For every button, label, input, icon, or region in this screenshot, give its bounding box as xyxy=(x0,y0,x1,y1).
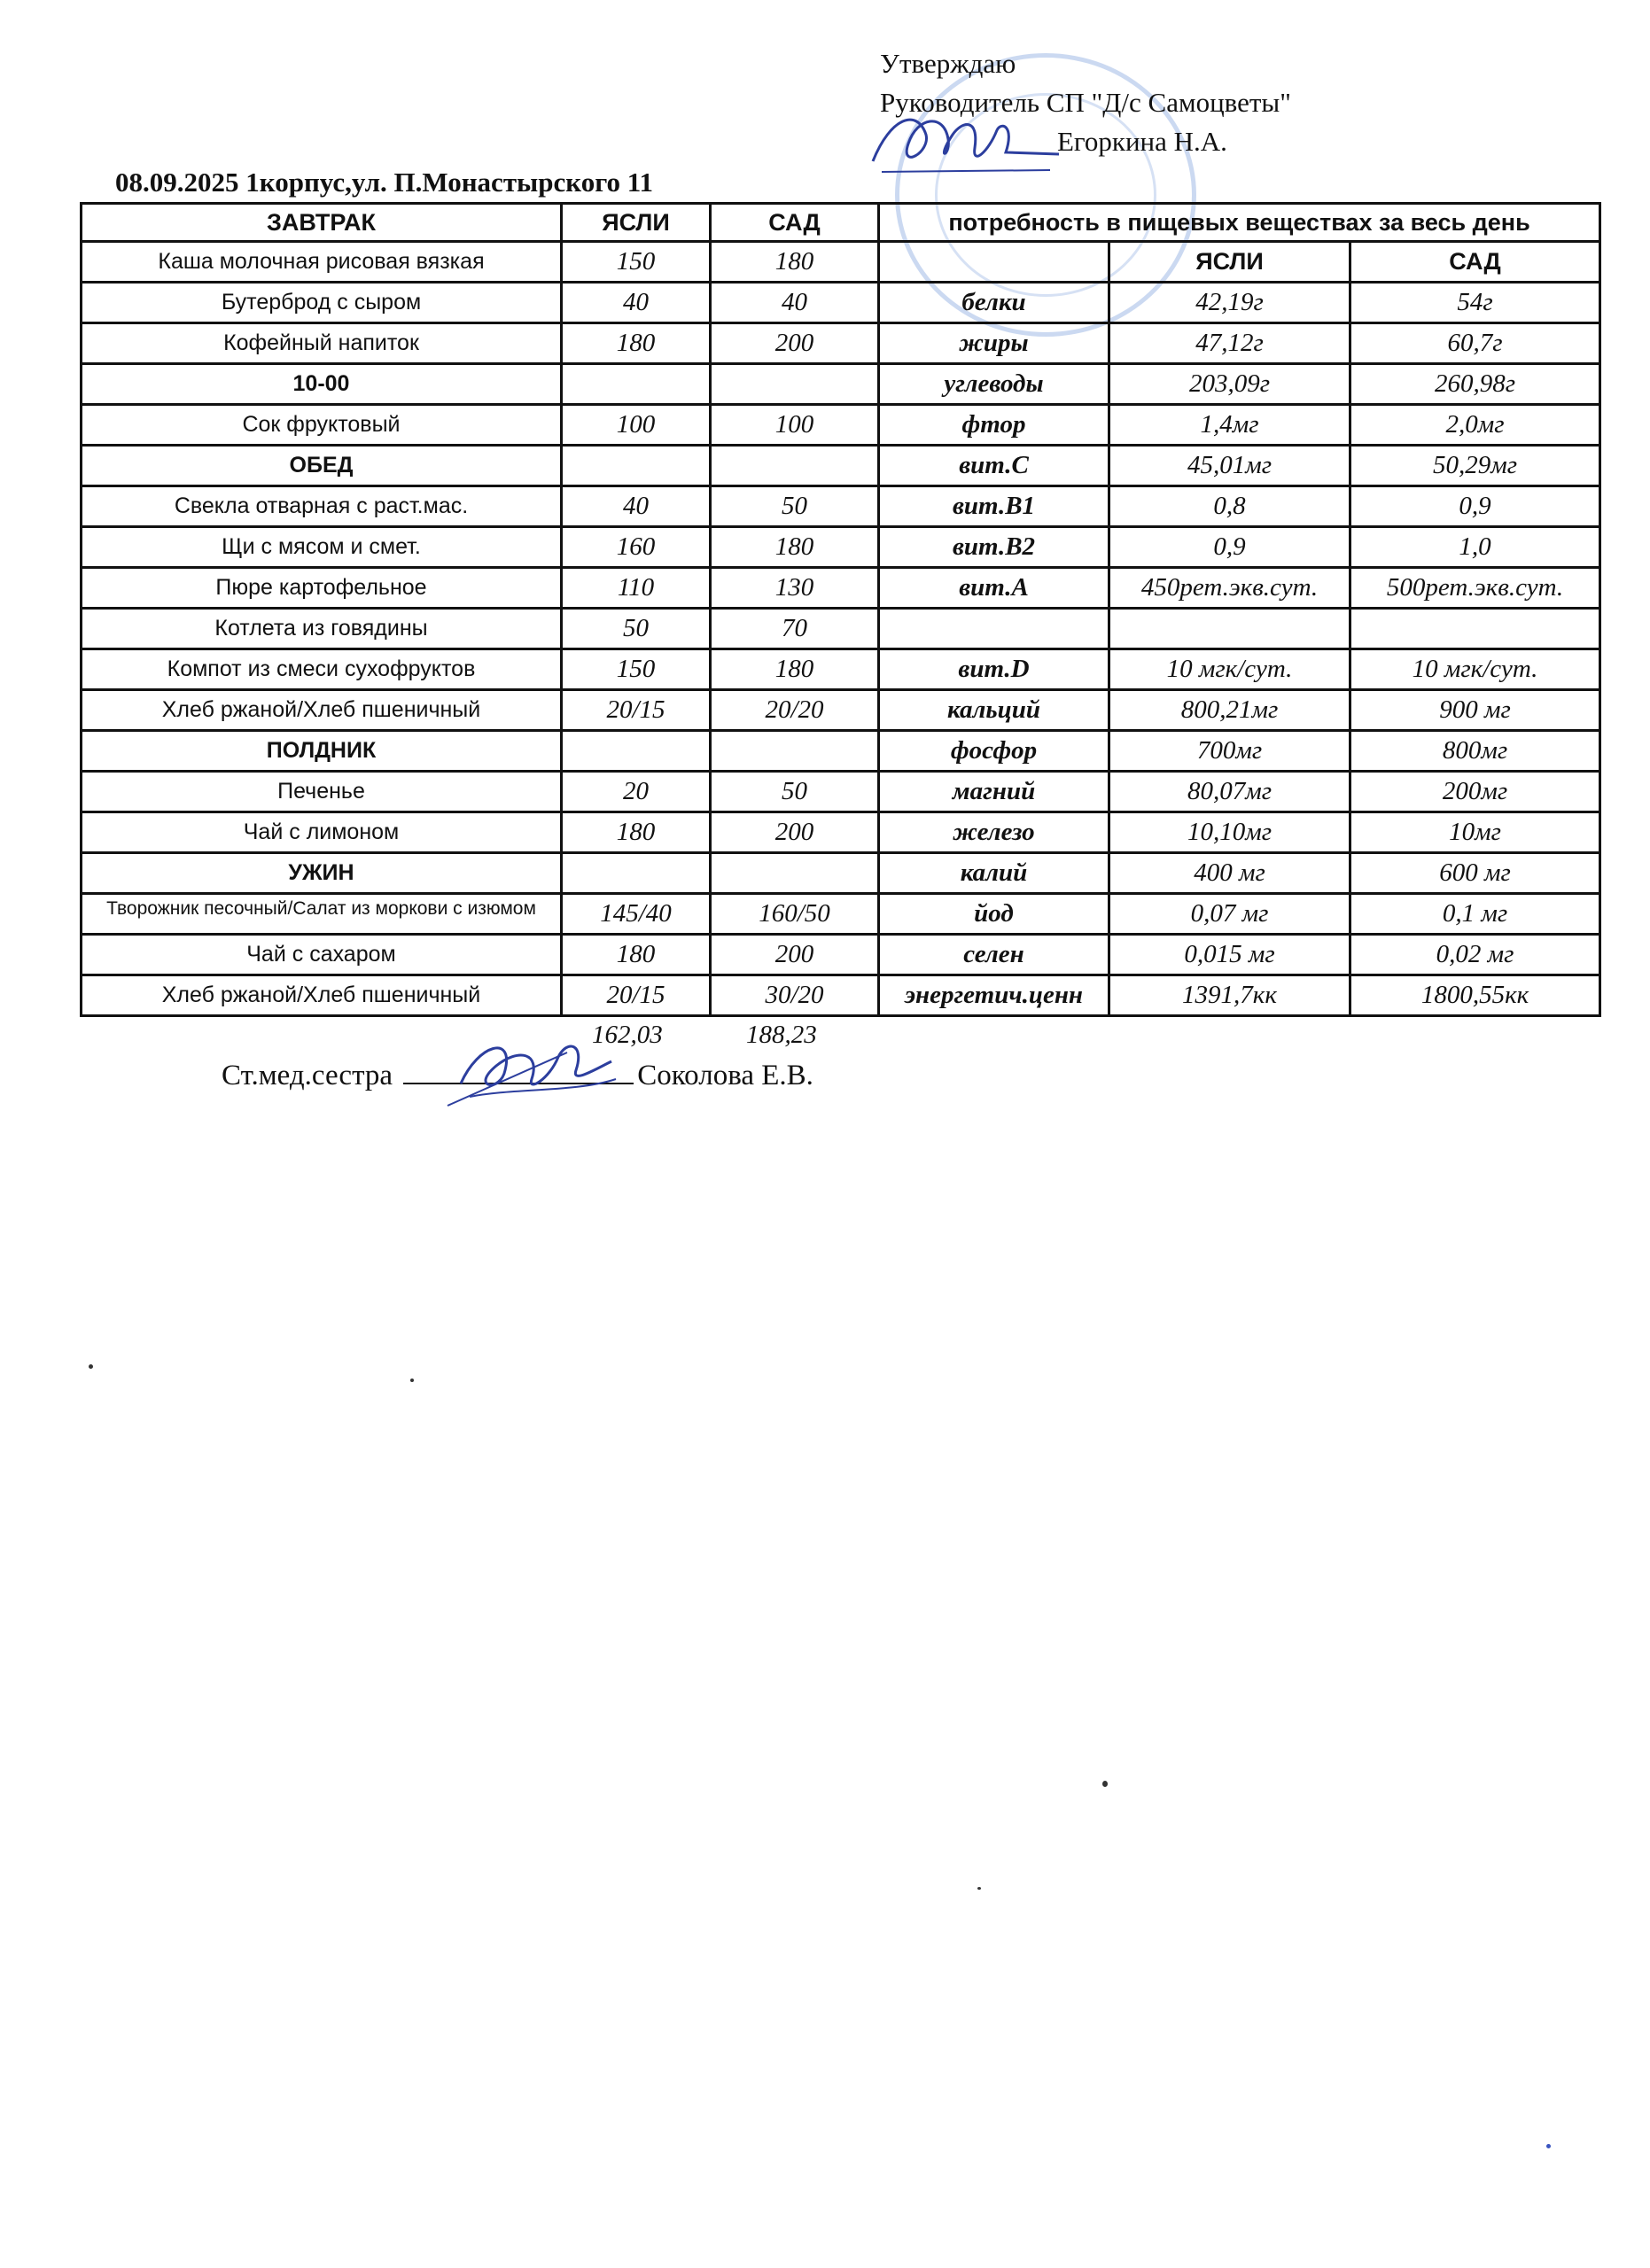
sad-portion-cell: 100 xyxy=(711,405,879,446)
nutrient-yasli-cell: 80,07мг xyxy=(1109,772,1350,812)
nutrient-cell: калий xyxy=(879,852,1109,893)
dish-cell: Хлеб ржаной/Хлеб пшеничный xyxy=(82,975,562,1015)
table-header-row xyxy=(82,204,1600,242)
yasli-portion-cell: 40 xyxy=(562,486,711,527)
sad-portion-cell xyxy=(711,446,879,486)
nurse-label: Ст.мед.сестра xyxy=(222,1060,393,1091)
dish-cell: Чай с сахаром xyxy=(82,934,562,975)
nutrient-sad-cell: 2,0мг xyxy=(1350,405,1600,446)
table-row xyxy=(82,772,1600,812)
sad-portion-cell xyxy=(711,364,879,405)
nutrient-sad-cell: 800мг xyxy=(1350,731,1600,772)
header-yasli: ЯСЛИ xyxy=(562,204,711,242)
scan-speck xyxy=(89,1364,93,1369)
nutrient-sad-cell: 50,29мг xyxy=(1350,446,1600,486)
nurse-signature xyxy=(443,1017,620,1115)
nutrient-yasli-cell: 1,4мг xyxy=(1109,405,1350,446)
nutrient-sad-cell: 260,98г xyxy=(1350,364,1600,405)
table-row xyxy=(82,649,1600,690)
nutrient-sad-cell: 200мг xyxy=(1350,772,1600,812)
scan-speck xyxy=(410,1379,414,1382)
nutrient-yasli-cell xyxy=(1109,609,1350,649)
header-meal: ЗАВТРАК xyxy=(82,204,562,242)
nutrient-yasli-cell: 47,12г xyxy=(1109,323,1350,364)
table-row xyxy=(82,527,1600,568)
dish-cell: Каша молочная рисовая вязкая xyxy=(82,242,562,283)
sad-portion-cell: 200 xyxy=(711,934,879,975)
sad-portion-cell: 200 xyxy=(711,812,879,852)
dish-cell: Сок фруктовый xyxy=(82,405,562,446)
dish-cell: Печенье xyxy=(82,772,562,812)
nutrient-cell: кальций xyxy=(879,690,1109,731)
nutrient-cell: энергетич.ценн xyxy=(879,975,1109,1015)
total-yasli: 162,03 xyxy=(592,1021,663,1049)
scan-speck xyxy=(977,1887,981,1890)
nutrient-cell: вит.D xyxy=(879,649,1109,690)
nutrient-yasli-cell: 42,19г xyxy=(1109,283,1350,323)
nutrient-sad-cell: 0,1 мг xyxy=(1350,893,1600,934)
nutrient-cell: селен xyxy=(879,934,1109,975)
scan-speck xyxy=(1102,1781,1108,1787)
nutrient-yasli-cell: 0,8 xyxy=(1109,486,1350,527)
nutrient-cell: жиры xyxy=(879,323,1109,364)
yasli-portion-cell: 180 xyxy=(562,812,711,852)
yasli-portion-cell: 20 xyxy=(562,772,711,812)
table-row xyxy=(82,405,1600,446)
nutrient-yasli-cell: 0,07 мг xyxy=(1109,893,1350,934)
nutrient-cell: вит.А xyxy=(879,568,1109,609)
nutrient-sad-cell: 600 мг xyxy=(1350,852,1600,893)
nutrient-yasli-cell: 450рет.экв.сут. xyxy=(1109,568,1350,609)
menu-table xyxy=(80,202,1601,1017)
dish-cell: Чай с лимоном xyxy=(82,812,562,852)
nutrient-yasli-cell: 45,01мг xyxy=(1109,446,1350,486)
table-row xyxy=(82,283,1600,323)
nutrient-yasli-cell: 400 мг xyxy=(1109,852,1350,893)
nutrient-yasli-cell: ЯСЛИ xyxy=(1109,242,1350,283)
sad-portion-cell: 130 xyxy=(711,568,879,609)
dish-cell: Кофейный напиток xyxy=(82,323,562,364)
sad-portion-cell: 30/20 xyxy=(711,975,879,1015)
yasli-portion-cell: 160 xyxy=(562,527,711,568)
dish-cell: УЖИН xyxy=(82,852,562,893)
nutrient-sad-cell: 500рет.экв.сут. xyxy=(1350,568,1600,609)
dish-cell: Бутерброд с сыром xyxy=(82,283,562,323)
nutrient-cell: магний xyxy=(879,772,1109,812)
sad-portion-cell: 180 xyxy=(711,527,879,568)
nutrient-yasli-cell: 800,21мг xyxy=(1109,690,1350,731)
nutrient-sad-cell: 900 мг xyxy=(1350,690,1600,731)
yasli-portion-cell: 20/15 xyxy=(562,690,711,731)
nutrient-cell: фтор xyxy=(879,405,1109,446)
total-sad: 188,23 xyxy=(746,1021,817,1049)
sad-portion-cell: 70 xyxy=(711,609,879,649)
nutrient-sad-cell xyxy=(1350,609,1600,649)
nutrient-sad-cell: САД xyxy=(1350,242,1600,283)
header-sad: САД xyxy=(711,204,879,242)
dish-cell: Щи с мясом и смет. xyxy=(82,527,562,568)
nutrient-cell: фосфор xyxy=(879,731,1109,772)
dish-cell: Свекла отварная с раст.мас. xyxy=(82,486,562,527)
yasli-portion-cell xyxy=(562,852,711,893)
nutrient-yasli-cell: 1391,7кк xyxy=(1109,975,1350,1015)
sad-portion-cell: 20/20 xyxy=(711,690,879,731)
nutrient-yasli-cell: 10 мгк/сут. xyxy=(1109,649,1350,690)
table-row xyxy=(82,486,1600,527)
nutrient-sad-cell: 1,0 xyxy=(1350,527,1600,568)
nutrient-cell: углеводы xyxy=(879,364,1109,405)
header-needs: потребность в пищевых веществах за весь день xyxy=(879,204,1600,242)
yasli-portion-cell: 180 xyxy=(562,323,711,364)
sad-portion-cell: 50 xyxy=(711,772,879,812)
nutrient-cell: йод xyxy=(879,893,1109,934)
nutrient-sad-cell: 0,02 мг xyxy=(1350,934,1600,975)
sad-portion-cell: 180 xyxy=(711,649,879,690)
page-title: 08.09.2025 1корпус,ул. П.Монастырского 11 xyxy=(115,167,654,198)
sad-portion-cell: 200 xyxy=(711,323,879,364)
scan-speck xyxy=(1546,2144,1551,2148)
nutrient-cell: белки xyxy=(879,283,1109,323)
yasli-portion-cell xyxy=(562,446,711,486)
nutrient-cell xyxy=(879,242,1109,283)
yasli-portion-cell: 150 xyxy=(562,649,711,690)
sad-portion-cell: 40 xyxy=(711,283,879,323)
nurse-name: Соколова Е.В. xyxy=(637,1060,813,1091)
dish-cell: ПОЛДНИК xyxy=(82,731,562,772)
table-row xyxy=(82,242,1600,283)
yasli-portion-cell xyxy=(562,731,711,772)
yasli-portion-cell: 145/40 xyxy=(562,893,711,934)
nutrient-cell xyxy=(879,609,1109,649)
approval-line-3: Егоркина Н.А. xyxy=(1057,126,1227,157)
sad-portion-cell: 180 xyxy=(711,242,879,283)
table-row xyxy=(82,975,1600,1015)
nutrient-yasli-cell: 700мг xyxy=(1109,731,1350,772)
table-row xyxy=(82,446,1600,486)
dish-cell: Компот из смеси сухофруктов xyxy=(82,649,562,690)
sad-portion-cell: 160/50 xyxy=(711,893,879,934)
dish-cell: Пюре картофельное xyxy=(82,568,562,609)
yasli-portion-cell: 150 xyxy=(562,242,711,283)
table-row xyxy=(82,690,1600,731)
nutrient-sad-cell: 54г xyxy=(1350,283,1600,323)
sad-portion-cell xyxy=(711,731,879,772)
table-row xyxy=(82,934,1600,975)
nutrient-sad-cell: 60,7г xyxy=(1350,323,1600,364)
approval-line-2: Руководитель СП "Д/с Самоцветы" xyxy=(880,87,1291,118)
table-row xyxy=(82,812,1600,852)
nutrient-sad-cell: 10мг xyxy=(1350,812,1600,852)
nutrient-sad-cell: 1800,55кк xyxy=(1350,975,1600,1015)
nutrient-yasli-cell: 0,9 xyxy=(1109,527,1350,568)
sad-portion-cell: 50 xyxy=(711,486,879,527)
nutrient-cell: вит.С xyxy=(879,446,1109,486)
table-row xyxy=(82,852,1600,893)
table-row xyxy=(82,893,1600,934)
nutrient-cell: железо xyxy=(879,812,1109,852)
sad-portion-cell xyxy=(711,852,879,893)
yasli-portion-cell: 50 xyxy=(562,609,711,649)
nutrient-cell: вит.В2 xyxy=(879,527,1109,568)
dish-cell: Творожник песочный/Салат из моркови с изюмом xyxy=(82,893,562,934)
dish-cell: ОБЕД xyxy=(82,446,562,486)
table-row xyxy=(82,323,1600,364)
director-signature xyxy=(864,99,1068,179)
table-row xyxy=(82,364,1600,405)
yasli-portion-cell: 20/15 xyxy=(562,975,711,1015)
dish-cell: Котлета из говядины xyxy=(82,609,562,649)
approval-line-1: Утверждаю xyxy=(880,48,1016,79)
dish-cell: Хлеб ржаной/Хлеб пшеничный xyxy=(82,690,562,731)
yasli-portion-cell: 180 xyxy=(562,934,711,975)
yasli-portion-cell xyxy=(562,364,711,405)
nutrient-cell: вит.В1 xyxy=(879,486,1109,527)
nutrient-sad-cell: 0,9 xyxy=(1350,486,1600,527)
table-row xyxy=(82,568,1600,609)
yasli-portion-cell: 100 xyxy=(562,405,711,446)
nutrient-yasli-cell: 10,10мг xyxy=(1109,812,1350,852)
yasli-portion-cell: 40 xyxy=(562,283,711,323)
nutrient-yasli-cell: 0,015 мг xyxy=(1109,934,1350,975)
yasli-portion-cell: 110 xyxy=(562,568,711,609)
nutrient-yasli-cell: 203,09г xyxy=(1109,364,1350,405)
dish-cell: 10-00 xyxy=(82,364,562,405)
nutrient-sad-cell: 10 мгк/сут. xyxy=(1350,649,1600,690)
table-row xyxy=(82,609,1600,649)
table-row xyxy=(82,731,1600,772)
